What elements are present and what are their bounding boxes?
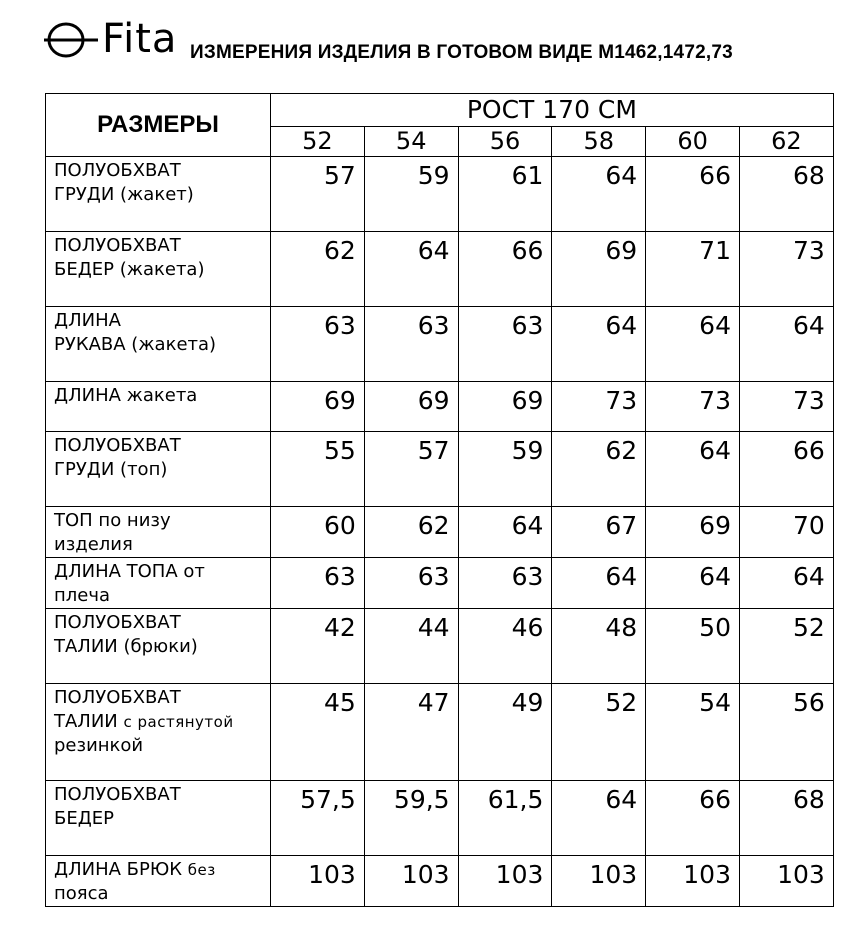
measurement-label-line [54, 858, 270, 882]
measurement-label-line [54, 686, 270, 710]
measurement-value: 49 [458, 684, 552, 781]
measurement-value: 70 [739, 507, 833, 558]
table-row [46, 507, 834, 558]
measurement-value: 67 [552, 507, 646, 558]
measurement-value: 57 [364, 432, 458, 507]
measurement-label-line [54, 509, 270, 533]
table-row [46, 432, 834, 507]
measurement-value: 50 [646, 609, 740, 684]
size-header: 60 [646, 127, 740, 157]
measurement-label-text: РУКАВА (жакета) [54, 334, 217, 355]
measurement-value: 59 [458, 432, 552, 507]
measurement-label-line [54, 258, 270, 282]
measurement-value: 48 [552, 609, 646, 684]
measurement-value: 66 [739, 432, 833, 507]
measurement-label-line [54, 783, 270, 807]
measurement-value: 59,5 [364, 781, 458, 856]
measurement-label-text: ПОЛУОБХВАТ [54, 435, 181, 456]
measurement-value: 68 [739, 157, 833, 232]
measurement-value: 54 [646, 684, 740, 781]
measurement-value: 73 [739, 232, 833, 307]
measurement-value: 62 [364, 507, 458, 558]
measurement-value: 64 [552, 558, 646, 609]
measurement-value: 63 [364, 307, 458, 382]
measurement-value: 63 [271, 558, 365, 609]
size-header: 56 [458, 127, 552, 157]
measurement-value: 57 [271, 157, 365, 232]
sizes-header: РАЗМЕРЫ [46, 94, 271, 157]
measurement-value: 71 [646, 232, 740, 307]
measurement-label-text: плеча [54, 585, 111, 606]
measurement-label [46, 157, 271, 232]
height-header: РОСТ 170 СМ [271, 94, 834, 127]
measurement-label-line [54, 611, 270, 635]
size-header: 54 [364, 127, 458, 157]
measurement-value: 103 [646, 856, 740, 907]
measurement-label-line [54, 234, 270, 258]
table-row [46, 781, 834, 856]
measurement-label-text: ПОЛУОБХВАТ [54, 235, 181, 256]
measurement-value: 64 [458, 507, 552, 558]
measurement-value: 66 [646, 781, 740, 856]
measurement-label-text: ДЛИНА ТОПА от [54, 561, 205, 582]
size-header: 62 [739, 127, 833, 157]
measurement-label-text: ПОЛУОБХВАТ [54, 160, 181, 181]
measurement-value: 64 [364, 232, 458, 307]
measurement-value: 64 [646, 307, 740, 382]
measurement-value: 61 [458, 157, 552, 232]
measurement-label-text: ГРУДИ (топ) [54, 459, 168, 480]
measurement-label-text: БЕДЕР [54, 808, 115, 829]
measurement-value: 69 [552, 232, 646, 307]
measurement-value: 69 [458, 382, 552, 432]
measurement-value: 42 [271, 609, 365, 684]
measurement-value: 62 [552, 432, 646, 507]
measurement-label-line [54, 560, 270, 584]
page-title: ИЗМЕРЕНИЯ ИЗДЕЛИЯ В ГОТОВОМ ВИДЕ М1462,1472,73 [190, 42, 733, 63]
measurement-value: 63 [271, 307, 365, 382]
measurement-label-text: ТАЛИИ (брюки) [54, 636, 198, 657]
measurement-label-line [54, 434, 270, 458]
table-row [46, 856, 834, 907]
measurement-value: 57,5 [271, 781, 365, 856]
measurement-label-line [54, 734, 270, 758]
measurement-value: 64 [646, 432, 740, 507]
fita-theta-icon [44, 18, 100, 62]
measurement-label-text: ТАЛИИ [54, 711, 118, 732]
measurement-value: 62 [271, 232, 365, 307]
header [44, 16, 844, 66]
measurement-label [46, 856, 271, 907]
measurement-value: 63 [458, 307, 552, 382]
measurement-label-text: ТОП по низу [54, 510, 171, 531]
table-row [46, 684, 834, 781]
measurement-label [46, 609, 271, 684]
measurement-value: 64 [552, 157, 646, 232]
measurement-value: 64 [552, 307, 646, 382]
measurement-label-note: с растянутой [123, 713, 234, 731]
measurement-label-line [54, 807, 270, 831]
measurement-label-text: изделия [54, 534, 133, 555]
measurement-value: 69 [271, 382, 365, 432]
measurement-value: 52 [739, 609, 833, 684]
measurement-label [46, 307, 271, 382]
table-row [46, 232, 834, 307]
measurement-value: 55 [271, 432, 365, 507]
brand-name: Fita [102, 16, 178, 62]
measurement-value: 64 [552, 781, 646, 856]
measurement-label-text: ПОЛУОБХВАТ [54, 687, 181, 708]
measurement-label-line [54, 635, 270, 659]
measurement-label [46, 558, 271, 609]
size-header: 58 [552, 127, 646, 157]
measurement-value: 59 [364, 157, 458, 232]
measurement-label-text: резинкой [54, 735, 144, 756]
measurement-label [46, 382, 271, 432]
table-body [46, 157, 834, 907]
measurement-value: 68 [739, 781, 833, 856]
measurement-value: 73 [646, 382, 740, 432]
measurement-label-text: ПОЛУОБХВАТ [54, 784, 181, 805]
measurement-value: 69 [646, 507, 740, 558]
measurement-label-text: пояса [54, 883, 109, 904]
table-row [46, 609, 834, 684]
measurement-value: 69 [364, 382, 458, 432]
measurement-value: 44 [364, 609, 458, 684]
measurement-label-line [54, 309, 270, 333]
measurement-value: 66 [458, 232, 552, 307]
measurement-value: 103 [552, 856, 646, 907]
measurement-value: 46 [458, 609, 552, 684]
brand-logo [44, 18, 184, 66]
measurement-label-note: без [187, 861, 216, 879]
measurement-label [46, 507, 271, 558]
measurement-label-text: ДЛИНА жакета [54, 385, 198, 406]
size-header: 52 [271, 127, 365, 157]
measurement-value: 103 [271, 856, 365, 907]
measurement-value: 64 [646, 558, 740, 609]
measurement-value: 73 [552, 382, 646, 432]
measurement-label-line [54, 183, 270, 207]
measurement-value: 56 [739, 684, 833, 781]
measurement-label [46, 684, 271, 781]
measurement-label-line [54, 159, 270, 183]
measurement-value: 45 [271, 684, 365, 781]
measurement-label-line [54, 458, 270, 482]
measurement-label-line [54, 710, 270, 734]
measurement-label [46, 232, 271, 307]
measurement-value: 103 [458, 856, 552, 907]
measurement-value: 63 [364, 558, 458, 609]
measurement-label-line [54, 533, 270, 557]
measurement-value: 73 [739, 382, 833, 432]
table-row [46, 157, 834, 232]
measurement-value: 60 [271, 507, 365, 558]
measurement-value: 66 [646, 157, 740, 232]
table-row [46, 307, 834, 382]
measurement-label-text: ДЛИНА БРЮК [54, 859, 183, 880]
measurement-label-line [54, 333, 270, 357]
table-row [46, 558, 834, 609]
measurement-label-line [54, 384, 270, 408]
measurement-value: 64 [739, 307, 833, 382]
measurement-label-line [54, 584, 270, 608]
measurement-value: 61,5 [458, 781, 552, 856]
measurement-value: 103 [739, 856, 833, 907]
measurement-value: 47 [364, 684, 458, 781]
measurement-label [46, 781, 271, 856]
measurement-value: 64 [739, 558, 833, 609]
measurement-label-text: ПОЛУОБХВАТ [54, 612, 181, 633]
size-table [45, 93, 834, 907]
measurement-label [46, 432, 271, 507]
measurement-label-line [54, 882, 270, 906]
measurement-value: 52 [552, 684, 646, 781]
measurement-label-text: ГРУДИ (жакет) [54, 184, 194, 205]
measurement-label-text: БЕДЕР (жакета) [54, 259, 205, 280]
measurement-value: 63 [458, 558, 552, 609]
table-row [46, 382, 834, 432]
measurement-label-text: ДЛИНА [54, 310, 121, 331]
measurement-value: 103 [364, 856, 458, 907]
